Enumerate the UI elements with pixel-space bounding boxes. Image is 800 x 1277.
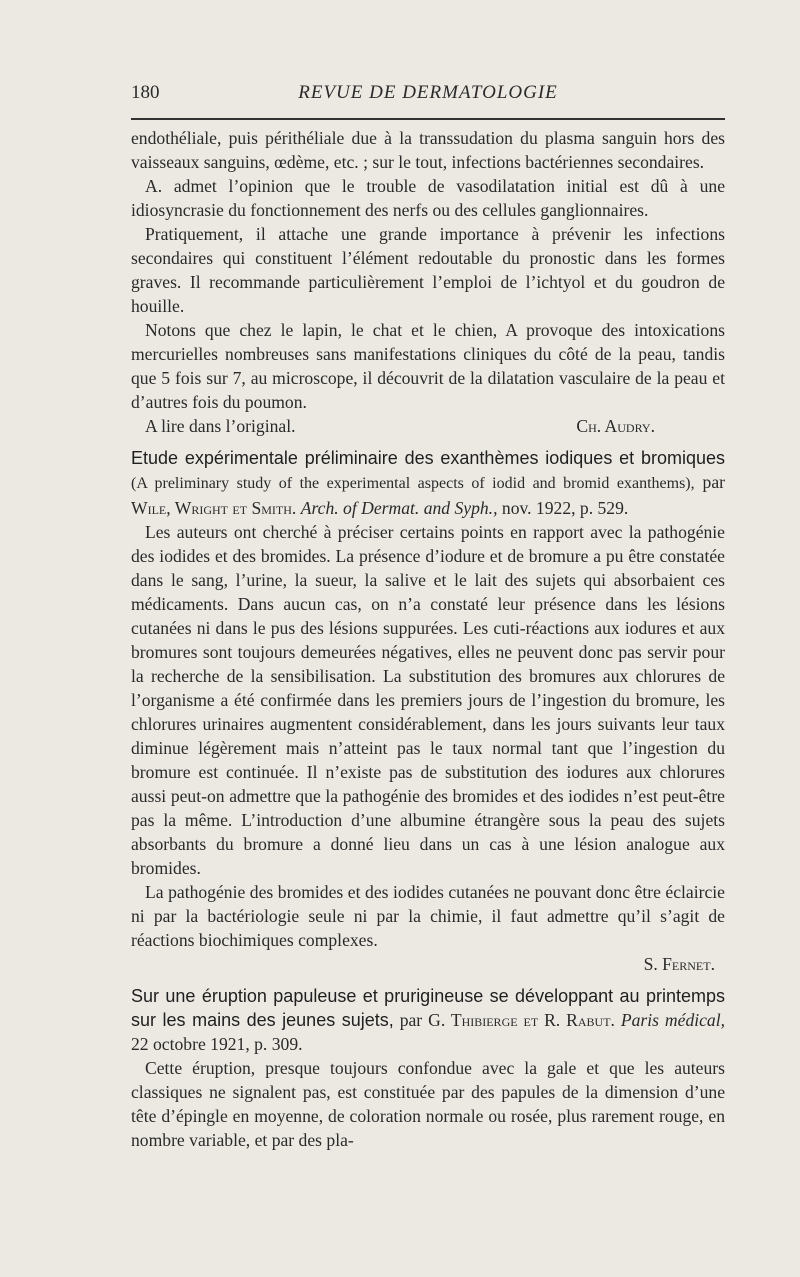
ref-par: par [399, 1010, 423, 1030]
paragraph: Notons que chez le lapin, le chat et le chien, A provoque des intoxications mercurielles nombreuses sans manifestations cliniques du côté de la peau, tandis que 5 fois sur 7, au microscope, il découvrit de la dilatation vasculaire de la peau et d’autres fois du poumon. [131, 320, 725, 412]
paragraph: endothéliale, puis périthéliale due à la transsudation du plasma sanguin hors des vaisseaux sanguins, œdème, etc. ; sur le tout, infections bactériennes secondaires. [131, 128, 725, 172]
running-title: REVUE DE DERMATOLOGIE [298, 82, 558, 103]
article-title: Etude expérimentale préliminaire des exanthèmes iodiques et bromiques [131, 448, 725, 468]
article-authors: Wile, Wright et Smith. [131, 498, 297, 518]
page-number: 180 [131, 82, 160, 103]
signature-line [131, 952, 725, 976]
paragraph: Cette éruption, presque toujours confondue avec la gale et que les auteurs classiques ne signalent pas, est constituée par des papules de la dimension d’une tête d’épingle en moyenne, de coloration normale ou rosée, plus rarement rouge, en nombre variable, et par des pla- [131, 1058, 725, 1150]
header-rule [131, 118, 725, 120]
article-journal: Paris médical, [620, 1010, 726, 1030]
author-signature: S. Fernet. [643, 954, 715, 974]
article-english-title: (A preliminary study of the experimental aspects of iodid and bromid exanthems), [131, 475, 695, 492]
paragraph: La pathogénie des bromides et des iodides cutanées ne pouvant donc être éclaircie ni par la bactériologie seule ni par la chimie, il faut admettre qu’il s’agit de réactions biochimiques complexes. [131, 882, 725, 950]
paragraph: Pratiquement, il attache une grande importance à prévenir les infections secondaires qui constituent l’élément redoutable du pronostic dans les formes graves. Il recommande particulièrement l’emploi de l’ichtyol et du goudron de houille. [131, 224, 725, 316]
ref-par: par [702, 472, 725, 492]
article-heading [131, 446, 725, 520]
article-authors: G. Thibierge et R. Rabut. [428, 1010, 615, 1030]
article-date: nov. 1922, p. 529. [501, 498, 629, 518]
article-date: 22 octobre 1921, p. 309. [131, 1034, 303, 1054]
article-title: Sur une éruption papuleuse et prurigineuse se développant au printemps sur les mains des jeunes sujets, [131, 986, 725, 1030]
closing-line [131, 414, 725, 438]
author-signature: Ch. Audry. [576, 416, 655, 436]
page-header [131, 82, 725, 110]
article-journal: Arch. of Dermat. and Syph., [300, 498, 498, 518]
article-heading [131, 984, 725, 1056]
paragraph: Les auteurs ont cherché à préciser certains points en rapport avec la pathogénie des iodides et des bromides. La présence d’iodure et de bromure a pu être constatée dans le sang, l’urine, la sueur, la salive et le lait des sujets qui absorbaient ces médicaments. Dans aucun cas, on n’a constaté leur présence dans les lésions cutanées ni dans le pus des lésions suppurées. Les cuti-réactions aux iodures et aux bromures sont toujours demeurées négatives, elles ne peuvent donc pas servir pour la recherche de la sensibilisation. La substitution des bromures aux chlorures de l’organisme a été confirmée dans les premiers jours de l’ingestion du bromure, les chlorures urinaires augmentent considérablement, dans les jours suivants leur taux diminue légèrement mais n’atteint pas le taux normal tant que l’ingestion du bromure est continuée. Il n’existe pas de substitution des iodures aux chlorures aussi peut-on admettre que la pathogénie des bromides et des iodides n’est peut-être pas la même. L’introduction d’une albumine étrangère sous la peau des sujets absorbants du bromure a donné lieu dans un cas à une lésion analogue aux bromides. [131, 522, 725, 878]
read-original-note: A lire dans l’original. [145, 416, 296, 436]
page-body [131, 126, 725, 1152]
paragraph: A. admet l’opinion que le trouble de vasodilatation initial est dû à une idiosyncrasie du fonctionnement des nerfs ou des cellules ganglionnaires. [131, 176, 725, 220]
